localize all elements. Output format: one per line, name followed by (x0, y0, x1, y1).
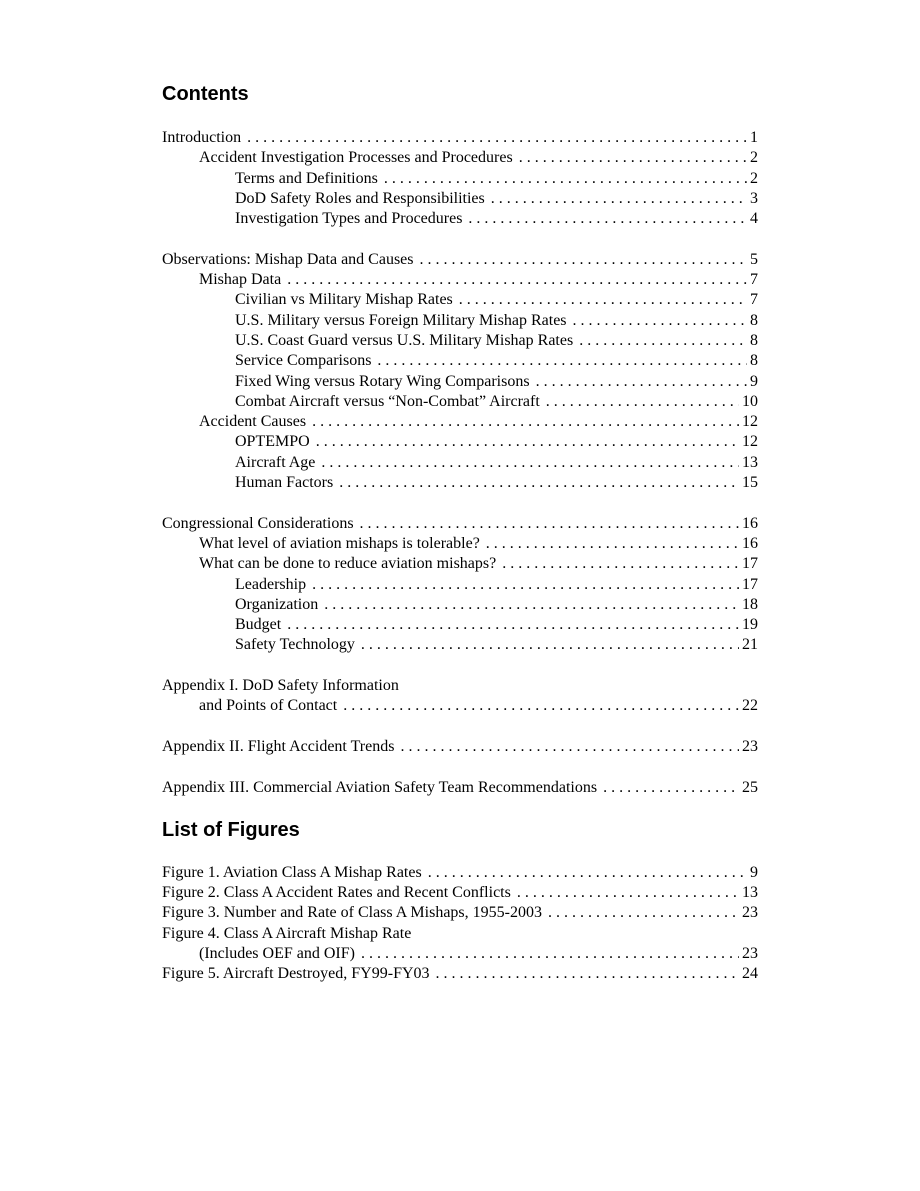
dot-leader (361, 944, 739, 964)
figures-list (162, 863, 758, 985)
dot-leader (339, 473, 739, 493)
toc-entry-label: Investigation Types and Procedures (235, 210, 463, 228)
figure-entry[interactable] (162, 924, 758, 944)
dot-leader (486, 534, 739, 554)
dot-leader (384, 169, 747, 189)
dot-leader (519, 148, 747, 168)
dot-leader (343, 696, 739, 716)
figure-entry-label: Figure 3. Number and Rate of Class A Mishaps, 1955-2003 (162, 904, 542, 922)
toc-entry-label: What can be done to reduce aviation mishaps? (199, 555, 497, 573)
toc-entry[interactable] (162, 148, 758, 168)
toc-entry[interactable] (162, 392, 758, 412)
toc-entry-page: 17 (742, 555, 758, 573)
toc-entry[interactable] (162, 128, 758, 148)
toc-entry-label: Safety Technology (235, 636, 355, 654)
toc-entry[interactable] (162, 351, 758, 371)
toc-entry-page: 16 (742, 534, 758, 552)
toc-entry[interactable] (162, 189, 758, 209)
section-gap (162, 229, 758, 249)
dot-leader (316, 432, 739, 452)
toc-entry-page: 16 (742, 514, 758, 532)
document-page (162, 82, 758, 985)
dot-leader (491, 189, 747, 209)
section-gap (162, 493, 758, 513)
toc-entry-label: Accident Investigation Processes and Procedures (199, 149, 513, 167)
dot-leader (287, 615, 739, 635)
toc-entry-label: DoD Safety Roles and Responsibilities (235, 189, 485, 207)
toc-entry[interactable] (162, 270, 758, 290)
toc-entry-page: 12 (742, 413, 758, 431)
toc-entry[interactable] (162, 473, 758, 493)
list-of-figures-heading: List of Figures (162, 818, 300, 841)
toc-entry[interactable] (162, 412, 758, 432)
figure-entry-label: (Includes OEF and OIF) (199, 944, 355, 962)
dot-leader (436, 964, 739, 984)
dot-leader (573, 311, 747, 331)
toc-entry-label: Leadership (235, 575, 307, 593)
toc-entry[interactable] (162, 432, 758, 452)
toc-entry[interactable] (162, 372, 758, 392)
toc-entry[interactable] (162, 514, 758, 534)
dot-leader (536, 372, 747, 392)
toc-entry-label: Introduction (162, 129, 242, 146)
dot-leader (428, 863, 747, 883)
toc-entry-page: 15 (742, 474, 758, 492)
toc-entry[interactable] (162, 534, 758, 554)
toc-entry-page: 8 (750, 352, 758, 370)
figure-entry-label: Figure 4. Class A Aircraft Mishap Rate (162, 924, 412, 942)
toc-entry-label: Accident Causes (199, 413, 307, 431)
section-gap (162, 717, 758, 737)
toc-entry-page: 5 (750, 250, 758, 268)
toc-entry-page: 7 (750, 271, 758, 289)
toc-entry-label: and Points of Contact (199, 697, 338, 715)
dot-leader (400, 737, 739, 757)
toc-entry[interactable] (162, 331, 758, 351)
toc-entry-label: Appendix I. DoD Safety Information (162, 677, 399, 695)
dot-leader (361, 635, 739, 655)
toc-entry-page: 22 (742, 697, 758, 715)
figure-entry-label: Figure 1. Aviation Class A Mishap Rates (162, 863, 422, 881)
toc-entry-label: Civilian vs Military Mishap Rates (235, 291, 453, 309)
figure-entry-page: 23 (742, 944, 758, 962)
dot-leader (546, 392, 739, 412)
toc-entry[interactable] (162, 737, 758, 757)
toc-entry-page: 2 (750, 169, 758, 187)
toc-entry-page: 18 (742, 595, 758, 613)
toc-entry-label: OPTEMPO (235, 433, 310, 451)
figure-entry[interactable] (162, 964, 758, 984)
toc-entry-label: Combat Aircraft versus “Non-Combat” Aircraft (235, 392, 540, 410)
dot-leader (287, 270, 747, 290)
toc-entry[interactable] (162, 311, 758, 331)
toc-entry[interactable] (162, 575, 758, 595)
toc-entry-label: Terms and Definitions (235, 169, 378, 187)
toc-entry-label: U.S. Military versus Foreign Military Mishap Rates (235, 311, 567, 329)
dot-leader (548, 903, 739, 923)
toc-entry-page: 2 (750, 149, 758, 167)
toc-entry-label: Budget (235, 616, 282, 634)
section-gap (162, 757, 758, 777)
figure-entry-page: 9 (750, 863, 758, 881)
dot-leader (377, 351, 747, 371)
figure-entry[interactable] (162, 883, 758, 903)
toc-entry-page: 8 (750, 311, 758, 329)
toc-entry-label: U.S. Coast Guard versus U.S. Military Mishap Rates (235, 331, 574, 349)
toc-entry-page: 4 (750, 210, 758, 228)
toc-entry-label: Service Comparisons (235, 352, 372, 370)
toc-entry-label: Congressional Considerations (162, 514, 354, 532)
toc-entry-page: 3 (750, 189, 758, 207)
dot-leader (459, 290, 747, 310)
figure-entry-label: Figure 5. Aircraft Destroyed, FY99-FY03 (162, 965, 430, 983)
toc-entry-label: Organization (235, 595, 319, 613)
toc-entry-label: Appendix III. Commercial Aviation Safety Team Recommendations (162, 778, 598, 796)
toc-entry[interactable] (162, 169, 758, 189)
toc-entry-page: 12 (742, 433, 758, 451)
contents-heading: Contents (162, 83, 249, 105)
contents-list (162, 128, 758, 798)
toc-entry-label: Fixed Wing versus Rotary Wing Comparisons (235, 372, 530, 390)
toc-entry[interactable] (162, 595, 758, 615)
toc-entry[interactable] (162, 554, 758, 574)
dot-leader (579, 331, 747, 351)
toc-entry[interactable] (162, 453, 758, 473)
dot-leader (321, 453, 739, 473)
dot-leader (502, 554, 739, 574)
dot-leader (603, 778, 739, 798)
toc-entry[interactable] (162, 635, 758, 655)
toc-entry-label: Mishap Data (199, 271, 282, 289)
toc-entry-label: What level of aviation mishaps is tolerable? (199, 534, 480, 552)
figure-entry[interactable] (162, 903, 758, 923)
toc-entry[interactable] (162, 676, 758, 696)
toc-entry-page: 21 (742, 636, 758, 654)
toc-entry-page: 23 (742, 737, 758, 755)
toc-entry-page: 8 (750, 331, 758, 349)
toc-entry-page: 9 (750, 372, 758, 390)
toc-entry-label: Aircraft Age (235, 453, 316, 471)
toc-entry-label: Observations: Mishap Data and Causes (162, 250, 414, 268)
dot-leader (468, 209, 747, 229)
toc-entry[interactable] (162, 209, 758, 229)
toc-entry-page: 19 (742, 616, 758, 634)
toc-entry-label: Appendix II. Flight Accident Trends (162, 737, 395, 755)
toc-entry-page: 25 (742, 778, 758, 796)
toc-entry[interactable] (162, 250, 758, 270)
toc-entry-label: Human Factors (235, 474, 334, 492)
toc-entry-page: 13 (742, 453, 758, 471)
figure-entry-page: 13 (742, 884, 758, 902)
dot-leader (312, 575, 739, 595)
figure-entry-page: 23 (742, 904, 758, 922)
toc-entry-page: 17 (742, 575, 758, 593)
toc-entry-page: 1 (750, 129, 758, 146)
toc-entry[interactable] (162, 615, 758, 635)
toc-entry-page: 7 (750, 291, 758, 309)
dot-leader (324, 595, 739, 615)
toc-entry[interactable] (162, 696, 758, 716)
figure-entry-page: 24 (742, 965, 758, 983)
section-gap (162, 656, 758, 676)
dot-leader (312, 412, 739, 432)
toc-entry[interactable] (162, 778, 758, 798)
dot-leader (420, 250, 747, 270)
toc-entry-page: 10 (742, 392, 758, 410)
figure-entry[interactable] (162, 863, 758, 883)
dot-leader (247, 128, 747, 148)
toc-entry[interactable] (162, 290, 758, 310)
figure-entry-label: Figure 2. Class A Accident Rates and Recent Conflicts (162, 884, 511, 902)
figure-entry[interactable] (162, 944, 758, 964)
dot-leader (360, 514, 739, 534)
dot-leader (517, 883, 739, 903)
